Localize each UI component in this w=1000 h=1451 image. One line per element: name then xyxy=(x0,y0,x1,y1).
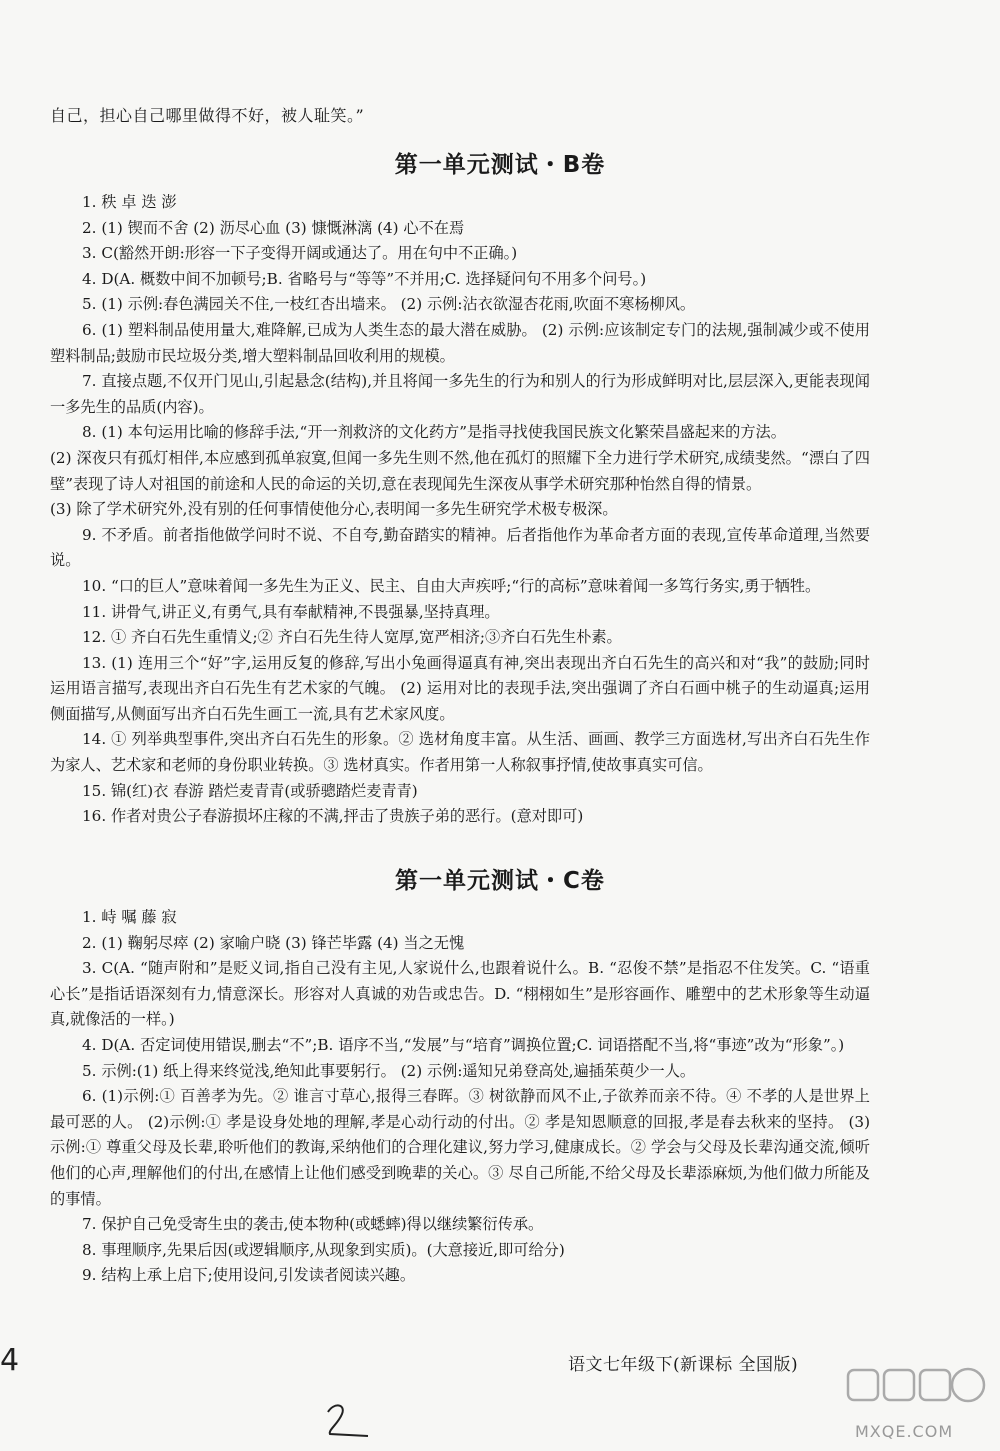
answer-paragraph: 15. 锦(红)衣 春游 踏烂麦青青(或骄骢踏烂麦青青) xyxy=(82,781,418,800)
handwritten-mark xyxy=(320,1400,380,1440)
answer-paragraph: 8. 事理顺序,先果后因(或逻辑顺序,从现象到实质)。(大意接近,即可给分) xyxy=(82,1240,565,1259)
watermark-text: MXQE.COM xyxy=(855,1422,954,1441)
continued-line: 自己，担心自己哪里做得不好，被人耻笑。” xyxy=(50,106,365,125)
answer-paragraph: 8. (1) 本句运用比喻的修辞手法,“开一剂救济的文化药方”是指寻找使我国民族文化繁荣昌盛起来的方法。 xyxy=(82,423,786,442)
answer-paragraph: 5. 示例:(1) 纸上得来终觉浅,绝知此事要躬行。 (2) 示例:遥知兄弟登高处,遍插茱萸少一人。 xyxy=(82,1061,696,1080)
answer-paragraph: 1. 峙 嘱 藤 寂 xyxy=(82,908,177,926)
section-c-title: 第一单元测试・C卷 xyxy=(395,868,605,894)
page-number: 4 xyxy=(0,1343,20,1378)
answer-paragraph: 9. 结构上承上启下;使用设问,引发读者阅读兴趣。 xyxy=(82,1266,416,1285)
answer-paragraph: 1. 秩 卓 迭 澎 xyxy=(82,193,177,211)
answer-paragraph: 2. (1) 锲而不舍 (2) 沥尽心血 (3) 慷慨淋漓 (4) 心不在焉 xyxy=(82,218,465,237)
answer-paragraph: 4. D(A. 概数中间不加顿号;B. 省略号与“等等”不并用;C. 选择疑问句不用多个问号。) xyxy=(82,269,647,288)
answer-paragraph: 13. (1) 连用三个“好”字,运用反复的修辞,写出小兔画得逼真有神,突出表现出齐白石先生的高兴和对“我”的鼓励;同时运用语言描写,表现出齐白石先生有艺术家的气魄。 (2) 运用对比的表现手法,突出强调了齐白石画中桃子的生动逼真;运用侧面描写,从侧面写出齐白石先生画工一流,具有艺术家风度。 xyxy=(50,653,870,723)
answer-paragraph: (2) 深夜只有孤灯相伴,本应感到孤单寂寞,但闻一多先生则不然,他在孤灯的照耀下全力进行学术研究,成绩斐然。“漂白了四壁”表现了诗人对祖国的前途和人民的命运的关切,意在表现闻先生深夜从事学术研究那种怡然自得的情景。 xyxy=(50,448,870,493)
answer-paragraph: 10. “口的巨人”意味着闻一多先生为正义、民主、自由大声疾呼;“行的高标”意味着闻一多笃行务实,勇于牺牲。 xyxy=(82,576,821,595)
section-b-body xyxy=(50,190,870,830)
answer-paragraph: 14. ① 列举典型事件,突出齐白石先生的形象。② 选材角度丰富。从生活、画画、教学三方面选材,写出齐白石先生作为家人、艺术家和老师的身份职业转换。③ 选材真实。作者用第一人称叙事抒情,使故事真实可信。 xyxy=(50,730,870,775)
answer-paragraph: 6. (1) 塑料制品使用量大,难降解,已成为人类生态的最大潜在威胁。 (2) 示例:应该制定专门的法规,强制减少或不使用塑料制品;鼓励市民垃圾分类,增大塑料制品回收利用的规模。 xyxy=(50,320,870,365)
answer-paragraph: (3) 除了学术研究外,没有别的任何事情使他分心,表明闻一多先生研究学术极专极深。 xyxy=(50,500,618,519)
book-label: 语文七年级下(新课标 全国版) xyxy=(568,1355,799,1375)
answer-paragraph: 4. D(A. 否定词使用错误,删去“不”;B. 语序不当,“发展”与“培育”调换位置;C. 词语搭配不当,将“事迹”改为“形象”。) xyxy=(82,1035,845,1054)
answer-paragraph: 2. (1) 鞠躬尽瘁 (2) 家喻户晓 (3) 锋芒毕露 (4) 当之无愧 xyxy=(82,933,465,952)
answer-paragraph: 7. 保护自己免受寄生虫的袭击,使本物种(或蟋蟀)得以继续繁衍传承。 xyxy=(82,1215,544,1234)
answer-paragraph: 6. (1)示例:① 百善孝为先。② 谁言寸草心,报得三春晖。③ 树欲静而风不止,子欲养而亲不待。④ 不孝的人是世界上最可恶的人。 (2)示例:① 孝是设身处地的理解,孝是心动行动的付出。② 孝是知恩顺意的回报,孝是春去秋来的坚持。 (3)示例:① 尊重父母及长辈,聆听他们的教诲,采纳他们的合理化建议,努力学习,健康成长。② 学会与父母及长辈沟通交流,倾听他们的心声,理解他们的付出,在感情上让他们感受到晚辈的关心。③ 尽自己所能,不给父母及长辈添麻烦,为他们做力所能及的事情。 xyxy=(50,1087,870,1208)
answer-paragraph: 5. (1) 示例:春色满园关不住,一枝红杏出墙来。 (2) 示例:沾衣欲湿杏花雨,吹面不寒杨柳风。 xyxy=(82,295,696,314)
answer-paragraph: 11. 讲骨气,讲正义,有勇气,具有奉献精神,不畏强暴,坚持真理。 xyxy=(82,602,500,621)
answer-paragraph: 3. C(A. “随声附和”是贬义词,指自己没有主见,人家说什么,也跟着说什么。B. “忍俊不禁”是指忍不住发笑。C. “语重心长”是指话语深刻有力,情意深长。形容对人真诚的劝告或忠告。D. “栩栩如生”是形容画作、雕塑中的艺术形象等生动逼真,就像活的一样。) xyxy=(50,959,870,1029)
answer-paragraph: 3. C(豁然开朗:形容一下子变得开阔或通达了。用在句中不正确。) xyxy=(82,244,518,263)
section-b-title: 第一单元测试・B卷 xyxy=(394,152,606,178)
answer-paragraph: 7. 直接点题,不仅开门见山,引起悬念(结构),并且将闻一多先生的行为和别人的行为形成鲜明对比,层层深入,更能表现闻一多先生的品质(内容)。 xyxy=(50,372,870,416)
section-c-body xyxy=(50,905,870,1289)
answer-paragraph: 12. ① 齐白石先生重情义;② 齐白石先生待人宽厚,宽严相济;③齐白石先生朴素。 xyxy=(82,628,622,647)
answer-paragraph: 16. 作者对贵公子春游损坏庄稼的不满,抨击了贵族子弟的恶行。(意对即可) xyxy=(82,807,584,826)
answer-paragraph: 9. 不矛盾。前者指他做学问时不说、不自夸,勤奋踏实的精神。后者指他作为革命者方面的表现,宣传革命道理,当然要说。 xyxy=(50,525,870,570)
